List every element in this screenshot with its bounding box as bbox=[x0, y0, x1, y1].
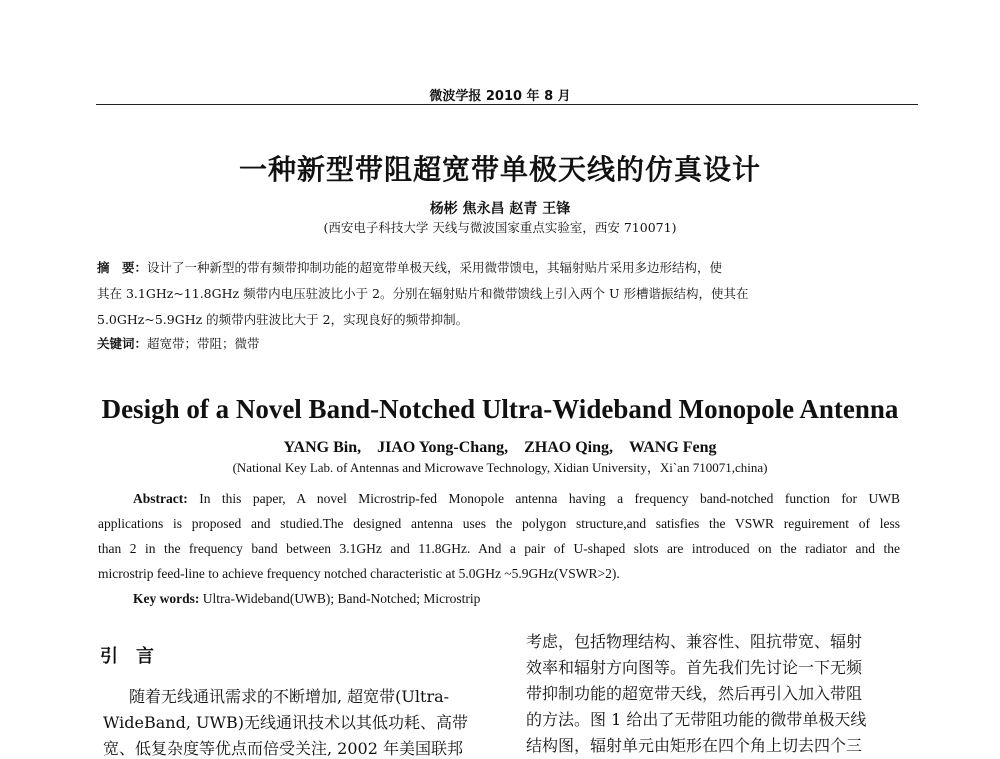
body-right-line-3: 带抑制功能的超宽带天线，然后再引入加入带阻 bbox=[526, 684, 863, 703]
chinese-abstract-label: 摘 要： bbox=[97, 260, 148, 275]
chinese-abstract-line-1 bbox=[97, 258, 917, 276]
section-heading-introduction: 引 言 bbox=[100, 646, 154, 667]
body-right-line-5: 结构图，辐射单元由矩形在四个角上切去四个三 bbox=[526, 736, 863, 755]
english-abstract-line-1 bbox=[133, 491, 900, 507]
english-title: Desigh of a Novel Band-Notched Ultra-Wideband Monopole Antenna bbox=[101, 394, 899, 424]
body-left-line-2: WideBand, UWB)无线通讯技术以其低功耗、高带 bbox=[103, 713, 468, 732]
body-left-line-1: 随着无线通讯需求的不断增加, 超宽带(Ultra- bbox=[129, 687, 450, 706]
body-right-line-4: 的方法。图 1 给出了无带阻功能的微带单极天线 bbox=[526, 710, 867, 729]
english-abstract-text-1: In this paper, A novel Microstrip-fed Monopole antenna having a frequency band-notched function for UWB bbox=[199, 491, 901, 506]
body-left-line-3: 宽、低复杂度等优点而倍受关注, 2002 年美国联邦 bbox=[103, 739, 463, 758]
chinese-keywords-line bbox=[97, 334, 917, 352]
english-abstract-label: Abstract: bbox=[133, 491, 188, 506]
header-rule bbox=[96, 104, 918, 105]
chinese-abstract-line-2: 其在 3.1GHz~11.8GHz 频带内电压驻波比小于 2。分别在辐射贴片和微带馈线上引入两个 U 形槽谐振结构，使其在 bbox=[97, 286, 749, 301]
chinese-affiliation: (西安电子科技大学 天线与微波国家重点实验室，西安 710071) bbox=[323, 220, 677, 235]
chinese-authors: 杨彬 焦永昌 赵青 王锋 bbox=[429, 201, 571, 217]
english-keywords: Ultra-Wideband(UWB); Band-Notched; Microstrip bbox=[202, 591, 481, 606]
english-abstract-line-2: applications is proposed and studied.The designed antenna uses the polygon structure,and satisfies the VSWR reguirement of less bbox=[98, 516, 900, 531]
english-keywords-label: Key words: bbox=[133, 591, 200, 606]
running-header: 微波学报 2010 年 8 月 bbox=[429, 89, 571, 104]
chinese-title: 一种新型带阻超宽带单极天线的仿真设计 bbox=[238, 153, 761, 186]
chinese-keywords: 超宽带；带阻；微带 bbox=[147, 336, 260, 351]
chinese-abstract-line-3: 5.0GHz~5.9GHz 的频带内驻波比大于 2，实现良好的频带抑制。 bbox=[97, 312, 469, 327]
english-affiliation: (National Key Lab. of Antennas and Microwave Technology, Xidian University，Xi`an 710071,china) bbox=[232, 460, 768, 475]
body-right-line-2: 效率和辐射方向图等。首先我们先讨论一下无频 bbox=[526, 658, 863, 677]
english-abstract-line-3: than 2 in the frequency band between 3.1GHz and 11.8GHz. And a pair of U-shaped slots are introduced on the radiator and the bbox=[98, 541, 900, 556]
chinese-abstract-text-1: 设计了一种新型的带有频带抑制功能的超宽带单极天线，采用微带馈电，其辐射贴片采用多边形结构，使 bbox=[147, 260, 723, 275]
english-authors: YANG Bin, JIAO Yong-Chang, ZHAO Qing, WANG Feng bbox=[283, 439, 717, 456]
body-right-line-1: 考虑，包括物理结构、兼容性、阻抗带宽、辐射 bbox=[526, 632, 863, 651]
english-keywords-line bbox=[133, 591, 935, 607]
chinese-keywords-label: 关键词： bbox=[97, 336, 148, 351]
english-abstract-line-4: microstrip feed-line to achieve frequency notched characteristic at 5.0GHz ~5.9GHz(VSWR>2). bbox=[98, 566, 620, 581]
